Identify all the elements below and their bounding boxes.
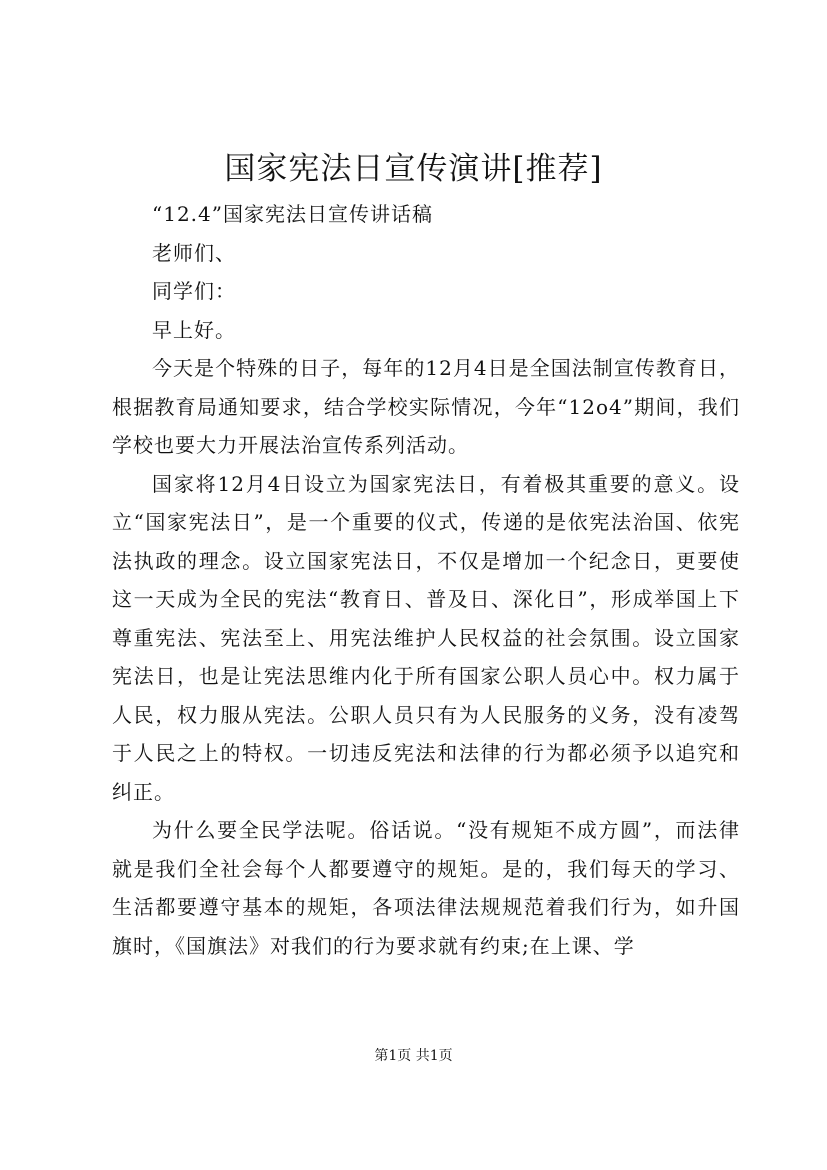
paragraph: “12.4”国家宪法日宣传讲话稿 [152,202,433,226]
paragraph: 为什么要全民学法呢。俗话说。“没有规矩不成方圆”，而法律就是我们全社会每个人都要遵守的规矩。是的，我们每天的学习、生活都要遵守基本的规矩，各项法律法规规范着我们行为，如升国旗时，《国旗法》对我们的行为要求就有约束;在上课、学 [112,818,740,958]
paragraph: 今天是个特殊的日子，每年的12月4日是全国法制宣传教育日，根据教育局通知要求，结合学校实际情况，今年“12o4”期间，我们学校也要大力开展法治宣传系列活动。 [112,356,740,457]
document-body [112,195,740,965]
paragraph: 同学们： [152,279,236,303]
page-footer: 第1页 共1页 [374,1048,453,1064]
paragraph: 国家将12月4日设立为国家宪法日，有着极其重要的意义。设立“国家宪法日”，是一个重要的仪式，传递的是依宪法治国、依宪法执政的理念。设立国家宪法日，不仅是增加一个纪念日，更要使这一天成为全民的宪法“教育日、普及日、深化日”，形成举国上下尊重宪法、宪法至上、用宪法维护人民权益的社会氛围。设立国家宪法日，也是让宪法思维内化于所有国家公职人员心中。权力属于人民，权力服从宪法。公职人员只有为人民服务的义务，没有凌驾于人民之上的特权。一切违反宪法和法律的行为都必须予以追究和纠正。 [112,471,740,804]
paragraph: 早上好。 [152,317,236,342]
document-title: 国家宪法日宣传演讲[推荐] [224,151,603,187]
paragraph: 老师们、 [152,240,236,265]
